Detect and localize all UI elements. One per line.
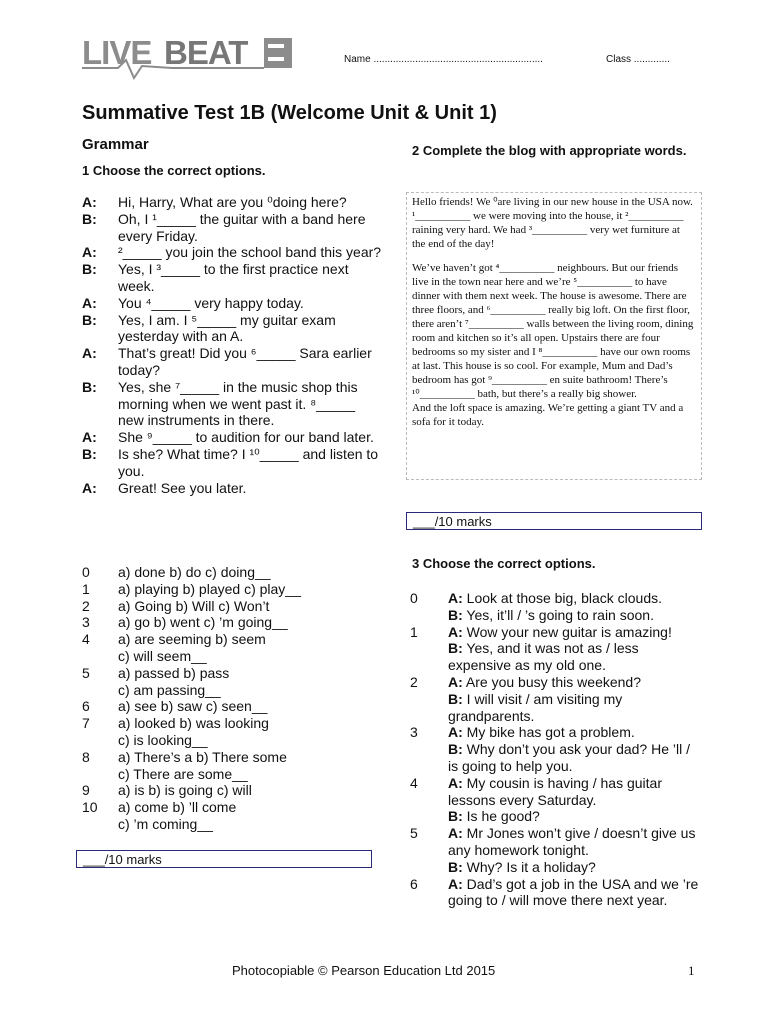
option-number bbox=[82, 816, 118, 833]
option-row[interactable] bbox=[82, 631, 382, 648]
line-text: Why? Is it a holiday? bbox=[466, 858, 596, 875]
dialogue-line bbox=[82, 379, 382, 429]
speaker: B: bbox=[82, 378, 97, 395]
speaker: A: bbox=[82, 194, 97, 210]
dialogue-line bbox=[82, 244, 382, 261]
question-number: 4 bbox=[410, 774, 418, 791]
option-text: a) is b) is going c) will bbox=[118, 782, 252, 799]
option-row[interactable] bbox=[82, 648, 382, 665]
option-row[interactable] bbox=[82, 766, 382, 783]
line-text: She ⁹_____ to audition for our band later. bbox=[118, 429, 374, 446]
svg-text:BEAT: BEAT bbox=[164, 34, 248, 71]
line-text: Oh, I ¹_____ the guitar with a band here every Friday. bbox=[118, 210, 366, 244]
option-number bbox=[82, 648, 118, 665]
speaker: B: bbox=[82, 261, 97, 278]
line-text: Yes, I am. I ⁵_____ my guitar exam yesterday with an A. bbox=[118, 311, 336, 345]
speaker: A: bbox=[448, 875, 463, 892]
speaker: B: bbox=[448, 808, 463, 825]
speaker: B: bbox=[82, 311, 97, 328]
speaker: A: bbox=[448, 825, 463, 842]
svg-text:LIVE: LIVE bbox=[82, 34, 152, 71]
option-text: a) Going b) Will c) Won’t bbox=[118, 597, 270, 614]
option-text: a) playing b) played c) play__ bbox=[118, 580, 301, 597]
option-row[interactable] bbox=[82, 715, 382, 732]
line-text: Yes, I ³_____ to the first practice next week. bbox=[118, 261, 349, 294]
ex1-heading: 1 Choose the correct options. bbox=[82, 163, 266, 178]
speaker: A: bbox=[448, 590, 463, 606]
option-text: c) is looking__ bbox=[118, 731, 208, 748]
blog-text-box bbox=[406, 192, 702, 480]
option-text: a) see b) saw c) seen__ bbox=[118, 698, 268, 715]
option-number: 6 bbox=[82, 698, 90, 715]
option-row[interactable] bbox=[82, 749, 382, 766]
dialogue-line bbox=[82, 446, 382, 480]
blog-paragraph: And the loft space is amazing. We’re getting a giant TV and a sofa for it today. bbox=[412, 402, 684, 428]
option-text: c) There are some__ bbox=[118, 765, 248, 782]
line-text: My bike has got a problem. bbox=[466, 724, 635, 741]
option-text: c) will seem__ bbox=[118, 647, 207, 664]
speaker: A: bbox=[82, 345, 97, 362]
option-row[interactable] bbox=[82, 598, 382, 615]
speaker: A: bbox=[448, 673, 463, 690]
speaker: A: bbox=[448, 623, 463, 640]
question-item bbox=[410, 624, 700, 674]
option-number: 9 bbox=[82, 782, 90, 799]
speaker: B: bbox=[448, 741, 463, 758]
ex3-items bbox=[410, 590, 700, 909]
option-number: 7 bbox=[82, 715, 90, 732]
option-text: c) ’m coming__ bbox=[118, 815, 213, 832]
option-row[interactable] bbox=[82, 614, 382, 631]
question-number: 0 bbox=[410, 590, 418, 606]
class-field[interactable]: Class ............. bbox=[606, 54, 670, 65]
dialogue-line bbox=[82, 312, 382, 346]
line-text[interactable]: My cousin is having / has guitar lessons every Saturday. bbox=[448, 774, 662, 808]
ex1-options bbox=[82, 564, 382, 833]
line-text: That’s great! Did you ⁶_____ Sara earlier today? bbox=[118, 345, 372, 378]
question-item bbox=[410, 674, 700, 724]
line-text: Yes, she ⁷_____ in the music shop this morning when we went past it. ⁸_____ new instruments in there. bbox=[118, 378, 358, 429]
question-item bbox=[410, 825, 700, 875]
line-text[interactable]: Why don’t you ask your dad? He ’ll / is going to help you. bbox=[448, 741, 691, 774]
line-text: You ⁴_____ very happy today. bbox=[118, 294, 304, 311]
live-beat-logo bbox=[82, 30, 302, 80]
dialogue-line bbox=[82, 345, 382, 379]
speaker: A: bbox=[448, 774, 463, 791]
option-number: 10 bbox=[82, 799, 98, 816]
option-number: 2 bbox=[82, 597, 90, 614]
question-item bbox=[410, 775, 700, 825]
option-row[interactable] bbox=[82, 581, 382, 598]
line-text[interactable]: Yes, and it was not as / less expensive as my old one. bbox=[448, 640, 639, 674]
line-text: Hi, Harry, What are you ⁰doing here? bbox=[118, 194, 347, 210]
option-number: 5 bbox=[82, 664, 90, 681]
option-text: a) passed b) pass bbox=[118, 664, 230, 681]
option-row[interactable] bbox=[82, 682, 382, 699]
ex2-marks-box[interactable]: ___/10 marks bbox=[406, 512, 702, 530]
question-number: 1 bbox=[410, 623, 418, 640]
grammar-heading: Grammar bbox=[82, 136, 149, 153]
question-number: 2 bbox=[410, 673, 418, 690]
line-text[interactable]: Mr Jones won’t give / doesn’t give us any homework tonight. bbox=[448, 825, 696, 858]
option-row[interactable] bbox=[82, 732, 382, 749]
dialogue-line bbox=[82, 480, 382, 497]
option-text: a) come b) ’ll come bbox=[118, 799, 237, 816]
name-field[interactable]: Name ............................................................. bbox=[344, 54, 543, 65]
page-title: Summative Test 1B (Welcome Unit & Unit 1) bbox=[82, 102, 497, 124]
dialogue-line bbox=[82, 211, 382, 245]
speaker: B: bbox=[448, 858, 463, 875]
dialogue-line bbox=[82, 429, 382, 446]
option-number bbox=[82, 732, 118, 749]
copyright-footer: Photocopiable © Pearson Education Ltd 2015 bbox=[232, 963, 496, 978]
option-number: 3 bbox=[82, 614, 90, 631]
option-text: a) looked b) was looking bbox=[118, 715, 269, 732]
line-text[interactable]: Dad’s got a job in the USA and we ’re going to / will move there next year. bbox=[448, 875, 699, 909]
ex2-heading: 2 Complete the blog with appropriate words. bbox=[412, 143, 687, 158]
line-text: ²_____ you join the school band this year? bbox=[118, 244, 382, 261]
line-text: Is he good? bbox=[466, 808, 540, 825]
option-text: a) go b) went c) ’m going__ bbox=[118, 614, 288, 631]
question-number: 6 bbox=[410, 875, 418, 892]
line-text: Is she? What time? I ¹⁰_____ and listen to you. bbox=[118, 445, 379, 479]
speaker: A: bbox=[82, 429, 97, 446]
question-number: 3 bbox=[410, 724, 418, 741]
question-item bbox=[410, 876, 700, 910]
option-row[interactable] bbox=[82, 564, 382, 581]
option-text: a) done b) do c) doing__ bbox=[118, 564, 271, 580]
line-text: Wow your new guitar is amazing! bbox=[466, 623, 672, 640]
line-text[interactable]: Yes, it’ll / ’s going to rain soon. bbox=[466, 606, 654, 623]
option-row[interactable] bbox=[82, 665, 382, 682]
blog-paragraph: Hello friends! We ⁰are living in our new house in the USA now. ¹__________ we were moving into the house, it ²__________ raining very hard. We had ³__________ very wet furniture at the end of the day! bbox=[412, 196, 693, 250]
question-item bbox=[410, 590, 700, 624]
speaker: A: bbox=[448, 724, 463, 741]
blog-paragraph: We’ve haven’t got ⁴__________ neighbours. But our friends live in the town near here and we’re ⁵__________ to have dinner with them next week. The house is awesome. There are three floors, and ⁶__________ really big loft. On the first floor, there aren’t ⁷__________ walls between the living room, dining room and kitchen so it’s all open. Upstairs there are four bedrooms so my sister and I ⁸__________ have our own rooms at last. This house is so cool. For example, Mum and Dad’s bedroom has got ⁹__________ en suite bathroom! There’s ¹⁰__________ bath, but there’s a really big shower. bbox=[412, 262, 694, 400]
option-number: 1 bbox=[82, 580, 90, 597]
option-row[interactable] bbox=[82, 816, 382, 833]
option-row[interactable] bbox=[82, 782, 382, 799]
speaker: B: bbox=[448, 640, 463, 657]
ex3-heading: 3 Choose the correct options. bbox=[412, 556, 596, 571]
option-number: 0 bbox=[82, 564, 90, 580]
speaker: A: bbox=[82, 244, 97, 261]
ex1-dialogue bbox=[82, 194, 382, 496]
speaker: B: bbox=[448, 690, 463, 707]
option-text: c) am passing__ bbox=[118, 681, 221, 698]
dialogue-line bbox=[82, 261, 382, 295]
ex1-marks-box[interactable]: ___/10 marks bbox=[76, 850, 372, 868]
option-row[interactable] bbox=[82, 799, 382, 816]
page-number: 1 bbox=[688, 963, 695, 978]
dialogue-line bbox=[82, 295, 382, 312]
option-number: 8 bbox=[82, 748, 90, 765]
option-text: a) There’s a b) There some bbox=[118, 748, 287, 765]
speaker: B: bbox=[82, 445, 97, 462]
line-text: Look at those big, black clouds. bbox=[466, 590, 663, 606]
speaker: A: bbox=[82, 479, 97, 496]
line-text: Great! See you later. bbox=[118, 479, 247, 496]
option-text: a) are seeming b) seem bbox=[118, 631, 266, 648]
option-number: 4 bbox=[82, 631, 90, 648]
dialogue-line bbox=[82, 194, 382, 211]
speaker: A: bbox=[82, 294, 97, 311]
line-text: Are you busy this weekend? bbox=[465, 673, 642, 690]
option-number bbox=[82, 682, 118, 699]
question-number: 5 bbox=[410, 825, 418, 842]
speaker: B: bbox=[448, 606, 463, 623]
line-text[interactable]: I will visit / am visiting my grandparents. bbox=[448, 690, 623, 724]
option-number bbox=[82, 766, 118, 783]
question-item bbox=[410, 724, 700, 774]
speaker: B: bbox=[82, 210, 97, 227]
option-row[interactable] bbox=[82, 698, 382, 715]
